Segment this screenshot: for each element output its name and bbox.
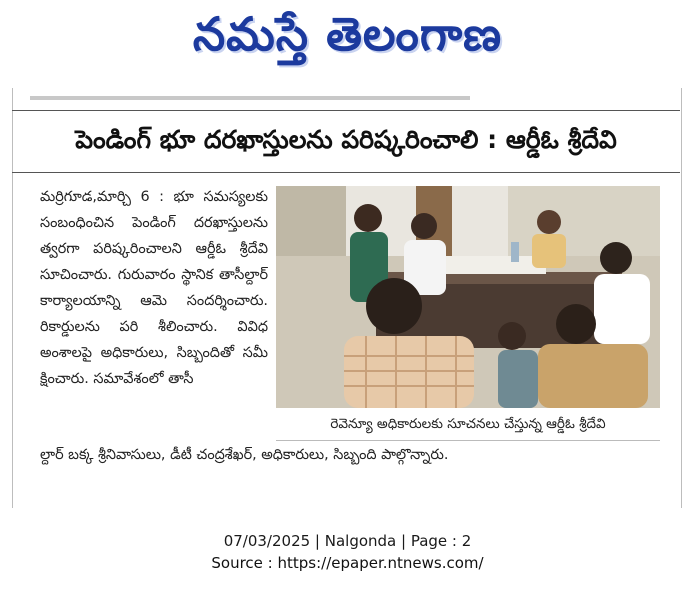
article-photo (276, 186, 660, 408)
newspaper-masthead (0, 0, 695, 80)
meeting-photo-image (276, 186, 660, 408)
cut-text-strip (30, 92, 470, 104)
footer-date-edition-page: 07/03/2025 | Nalgonda | Page : 2 (223, 532, 472, 550)
headline-rule-top (12, 110, 680, 111)
headline-rule-bottom (12, 172, 680, 173)
article-body-column: మర్రిగూడ,మార్చి 6 : భూ సమస్యలకు సంబంధించిన పెండింగ్ దరఖాస్తులను త్వరగా పరిష్కరించాలని ఆర్డీఓ శ్రీదేవి సూచించారు. గురువారం స్థానిక తాసీల్దార్ కార్యాలయాన్ని ఆమె సందర్శించారు. రికార్డులను పరి శీలించారు. వివిధ అంశాలపై అధికారులు, సిబ్బందితో సమీ క్షించారు. సమావేశంలో తాసీ (40, 189, 268, 387)
photo-caption: రెవెన్యూ అధికారులకు సూచనలు చేస్తున్న ఆర్డీఓ శ్రీదేవి (276, 410, 660, 441)
footer-source-link[interactable]: Source : https://epaper.ntnews.com/ (211, 554, 484, 572)
article-body-continuation: ల్దార్ బక్క శ్రీనివాసులు, డీటీ చంద్రశేఖర్, అధికారులు, సిబ్బంది పాల్గొన్నారు. (40, 447, 449, 463)
article-headline: పెండింగ్ భూ దరఖాస్తులను పరిష్కరించాలి : ఆర్డీఓ శ్రీదేవి (75, 125, 617, 154)
clipping-footer (0, 530, 695, 574)
masthead-title: నమస్తే తెలంగాణ (192, 7, 503, 61)
